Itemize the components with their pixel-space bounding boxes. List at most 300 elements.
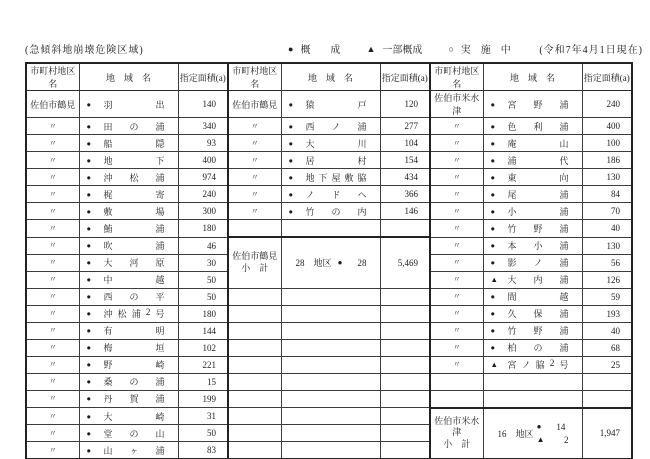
completed-circle-icon: ● [86, 258, 92, 267]
designated-area-cell: 25 [582, 356, 632, 373]
legend-label-in-progress: 実 施 中 [460, 45, 511, 56]
district-cell: 〃 [26, 254, 79, 271]
empty-cell [380, 220, 430, 238]
area-name-cell [483, 237, 582, 254]
completed-circle-icon: ● [86, 138, 92, 148]
empty-cell [228, 339, 281, 356]
district-cell: 〃 [430, 203, 483, 220]
table-row [26, 135, 632, 152]
designated-area-cell: 50 [178, 288, 228, 305]
area-name-text: 本 小 浦 [507, 241, 569, 251]
completed-circle-icon: ● [490, 241, 496, 250]
designated-area-cell: 193 [582, 305, 632, 322]
empty-cell [228, 408, 281, 425]
area-name-cell [281, 152, 380, 169]
area-name-text: 大 河 原 [103, 258, 165, 268]
designated-area-cell: 100 [582, 135, 632, 152]
area-name-text: 梅 垣 [103, 343, 165, 353]
completed-circle-icon: ● [86, 99, 92, 109]
empty-cell [281, 356, 380, 373]
empty-cell [228, 322, 281, 339]
district-column-header: 市町村地区名 [430, 63, 483, 91]
date-note: (令和7年4月1日現在) [539, 45, 643, 56]
filled-triangle-icon: ▲ [366, 43, 376, 54]
district-cell: 〃 [430, 271, 483, 288]
area-name-cell [483, 322, 582, 339]
area-name-cell [483, 305, 582, 322]
area-name-text: 沖 松 浦 [103, 172, 165, 183]
empty-cell [281, 220, 380, 238]
area-name-text: 沖 松 浦 2 号 [103, 307, 165, 319]
completed-circle-icon: ● [490, 99, 496, 109]
area-name-cell [79, 186, 178, 203]
designated-area-cell: 300 [178, 203, 228, 220]
district-cell: 〃 [430, 118, 483, 135]
completed-circle-icon: ● [86, 343, 92, 352]
area-name-text: 敷 場 [103, 206, 165, 217]
subtotal-district-cell: 佐伯市鶴見 小 計 [228, 237, 281, 288]
district-cell: 佐伯市米水津 [430, 91, 483, 118]
area-name-cell [483, 356, 582, 373]
completed-circle-icon: ● [288, 189, 294, 199]
area-name-column-header: 地 域 名 [483, 63, 582, 91]
district-cell: 〃 [26, 373, 79, 390]
district-cell: 〃 [26, 322, 79, 339]
designated-area-cell: 104 [380, 135, 430, 152]
area-name-cell [281, 118, 380, 135]
completed-circle-icon: ● [288, 99, 294, 109]
designated-area-cell: 366 [380, 186, 430, 203]
subtotal-summary-cell [483, 408, 582, 459]
area-name-text: 堂 の 山 [103, 428, 165, 439]
area-name-cell [281, 186, 380, 203]
area-name-text: 吹 浦 [103, 241, 165, 251]
area-name-text: 山 ヶ 浦 [103, 445, 165, 456]
completed-circle-icon: ● [86, 394, 92, 404]
table-row [26, 237, 632, 254]
area-name-cell [483, 288, 582, 305]
district-cell: 〃 [430, 305, 483, 322]
empty-cell [228, 442, 281, 459]
area-name-cell [79, 425, 178, 442]
district-cell: 〃 [430, 135, 483, 152]
district-cell: 〃 [430, 322, 483, 339]
completed-circle-icon: ● [490, 343, 496, 352]
area-name-text: 地 下 屋 敷 脇 [305, 172, 367, 183]
area-name-text: 竹 の 内 [305, 206, 367, 217]
empty-cell [228, 425, 281, 442]
empty-cell [430, 390, 483, 408]
empty-cell [281, 305, 380, 322]
area-name-text: 影 ノ 浦 [507, 258, 569, 268]
district-cell: 〃 [26, 339, 79, 356]
area-name-cell [483, 91, 582, 118]
area-name-text: ノ ド ヘ [305, 189, 367, 200]
area-name-text: 西 ノ 浦 [305, 121, 367, 132]
area-name-cell [79, 169, 178, 186]
area-name-text: 梶 寄 [103, 189, 165, 200]
empty-cell [281, 408, 380, 425]
area-name-text: 浦 代 [507, 155, 569, 166]
empty-cell [281, 442, 380, 459]
empty-cell [380, 288, 430, 305]
completed-circle-icon: ● [490, 258, 496, 267]
empty-cell [380, 305, 430, 322]
area-name-cell [79, 373, 178, 390]
legend-item-in-progress [448, 41, 510, 56]
district-cell: 〃 [26, 390, 79, 408]
designated-area-cell: 140 [178, 91, 228, 118]
empty-cell [281, 322, 380, 339]
document-header [0, 41, 650, 57]
open-circle-icon: ○ [448, 43, 454, 54]
area-name-text: 桑 の 浦 [103, 377, 165, 387]
designated-area-cell: 84 [582, 186, 632, 203]
district-cell: 〃 [26, 305, 79, 322]
completed-circle-icon: ● [490, 121, 496, 131]
designated-area-cell: 50 [178, 271, 228, 288]
district-cell: 〃 [26, 408, 79, 425]
area-name-text: 猿 戸 [305, 99, 367, 110]
designated-area-cell: 120 [380, 91, 430, 118]
area-name-cell [79, 442, 178, 459]
area-name-cell [79, 135, 178, 152]
designated-area-cell: 130 [582, 169, 632, 186]
area-name-cell [281, 169, 380, 186]
designated-area-cell: 400 [582, 118, 632, 135]
table-row [26, 322, 632, 339]
district-cell: 〃 [228, 169, 281, 186]
designated-area-cell: 180 [178, 305, 228, 322]
subtotal-symbol-count: 2 [564, 434, 569, 445]
area-name-text: 東 向 [507, 172, 569, 183]
district-cell: 〃 [430, 288, 483, 305]
area-name-text: 竹 野 浦 [507, 326, 569, 336]
completed-circle-icon: ● [490, 138, 496, 148]
designated-area-cell: 277 [380, 118, 430, 135]
district-cell: 〃 [430, 152, 483, 169]
designated-area-cell: 146 [380, 203, 430, 220]
area-name-cell [79, 356, 178, 373]
empty-cell [582, 390, 632, 408]
designated-area-cell: 40 [582, 322, 632, 339]
area-name-cell [79, 254, 178, 271]
area-name-cell [483, 254, 582, 271]
area-name-cell [79, 118, 178, 135]
designated-area-column-header: 指定面積(a) [178, 63, 228, 91]
district-column-header: 市町村地区名 [26, 63, 79, 91]
area-name-text: 大 崎 [103, 411, 165, 422]
designated-area-column-header: 指定面積(a) [582, 63, 632, 91]
completed-circle-icon: ● [490, 326, 496, 335]
designated-area-cell: 102 [178, 339, 228, 356]
district-cell: 〃 [26, 203, 79, 220]
completed-circle-icon: ● [86, 172, 92, 182]
designated-area-cell: 93 [178, 135, 228, 152]
empty-cell [228, 220, 281, 238]
document-title: (急傾斜地崩壊危険区域) [25, 45, 144, 56]
table-row [26, 373, 632, 390]
empty-cell [228, 288, 281, 305]
empty-cell [228, 373, 281, 390]
completed-circle-icon: ● [86, 445, 92, 455]
completed-circle-icon: ● [288, 138, 294, 148]
completed-circle-icon: ● [288, 206, 294, 216]
designated-area-cell: 154 [380, 152, 430, 169]
completed-circle-icon: ● [490, 223, 496, 233]
completed-circle-icon: ● [86, 377, 92, 386]
district-cell: 〃 [430, 356, 483, 373]
empty-cell [281, 390, 380, 408]
designated-area-cell: 31 [178, 408, 228, 425]
area-name-cell [483, 169, 582, 186]
table-row [26, 288, 632, 305]
empty-cell [281, 288, 380, 305]
completed-circle-icon: ● [86, 360, 92, 369]
district-cell: 〃 [228, 118, 281, 135]
empty-cell [483, 373, 582, 390]
district-cell: 〃 [430, 254, 483, 271]
area-name-text: 大 内 浦 [507, 275, 569, 285]
area-name-cell [79, 271, 178, 288]
district-cell: 〃 [26, 442, 79, 459]
legend-item-completed [288, 41, 340, 56]
area-name-text: 竹 野 浦 [507, 223, 569, 234]
completed-circle-icon: ● [86, 206, 92, 216]
completed-circle-icon: ● [86, 428, 92, 438]
completed-circle-icon: ● [86, 241, 92, 250]
area-name-text: 居 村 [305, 155, 367, 166]
empty-cell [380, 356, 430, 373]
completed-circle-icon: ● [86, 121, 92, 131]
completed-circle-icon: ● [490, 189, 496, 199]
designated-area-cell: 83 [178, 442, 228, 459]
area-name-cell [483, 271, 582, 288]
area-name-cell [79, 305, 178, 322]
area-name-cell [79, 322, 178, 339]
area-name-cell [79, 91, 178, 118]
designated-area-cell: 126 [582, 271, 632, 288]
completed-circle-icon: ● [86, 275, 92, 284]
legend-label-partially-completed: 一部概成 [382, 45, 423, 56]
completed-circle-icon: ● [86, 292, 92, 301]
subtotal-district-count: 28 地区 [295, 258, 332, 269]
designated-area-cell: 186 [582, 152, 632, 169]
designated-area-cell: 180 [178, 220, 228, 238]
completed-circle-icon: ● [337, 258, 343, 268]
designated-area-cell: 434 [380, 169, 430, 186]
table-row [26, 356, 632, 373]
area-name-cell [79, 203, 178, 220]
district-cell: 〃 [430, 339, 483, 356]
completed-circle-icon: ● [490, 155, 496, 165]
table-body [26, 91, 632, 459]
subtotal-district-count: 16 地区 [497, 428, 534, 439]
area-name-cell [483, 339, 582, 356]
area-name-text: 宮 野 浦 [507, 99, 569, 110]
district-cell: 〃 [26, 118, 79, 135]
designated-area-cell: 15 [178, 373, 228, 390]
designated-area-cell: 240 [582, 91, 632, 118]
designated-area-cell: 50 [178, 425, 228, 442]
area-name-text: 色 利 浦 [507, 121, 569, 132]
area-name-cell [483, 220, 582, 238]
area-name-cell [483, 186, 582, 203]
subtotal-district-cell: 佐伯市米水津 小 計 [430, 408, 483, 459]
empty-cell [380, 408, 430, 425]
empty-cell [281, 425, 380, 442]
designated-area-cell: 56 [582, 254, 632, 271]
area-name-cell [281, 203, 380, 220]
district-cell: 〃 [430, 220, 483, 238]
area-name-cell [79, 220, 178, 238]
area-name-text: 田 の 浦 [103, 121, 165, 132]
empty-cell [228, 305, 281, 322]
completed-circle-icon: ● [86, 189, 92, 199]
area-name-cell [483, 203, 582, 220]
table-row [26, 118, 632, 135]
district-cell: 佐伯市鶴見 [228, 91, 281, 118]
table-row [26, 220, 632, 238]
area-name-text: 地 下 [103, 155, 165, 166]
empty-cell [430, 373, 483, 390]
district-column-header: 市町村地区名 [228, 63, 281, 91]
area-name-text: 船 隠 [103, 138, 165, 149]
empty-cell [380, 442, 430, 459]
area-name-text: 小 浦 [507, 206, 569, 217]
area-name-text: 柏 の 浦 [507, 343, 569, 353]
completed-circle-icon: ● [490, 309, 496, 318]
completed-circle-icon: ● [288, 155, 294, 165]
district-cell: 〃 [26, 220, 79, 238]
area-name-cell [79, 288, 178, 305]
area-name-cell [79, 408, 178, 425]
district-cell: 〃 [228, 135, 281, 152]
designated-area-cell: 974 [178, 169, 228, 186]
area-name-text: 鮪 浦 [103, 223, 165, 234]
empty-cell [281, 373, 380, 390]
table-row [26, 152, 632, 169]
designated-area-cell: 400 [178, 152, 228, 169]
designated-area-cell: 68 [582, 339, 632, 356]
designated-area-cell: 70 [582, 203, 632, 220]
empty-cell [380, 373, 430, 390]
partial-triangle-icon: ▲ [490, 275, 498, 284]
empty-cell [380, 339, 430, 356]
subtotal-area-cell: 5,469 [380, 237, 430, 288]
district-cell: 〃 [26, 152, 79, 169]
table-header-row [26, 63, 632, 91]
area-name-text: 尾 浦 [507, 189, 569, 200]
area-name-cell [281, 135, 380, 152]
area-name-cell [79, 390, 178, 408]
area-name-cell [79, 339, 178, 356]
area-name-text: 久 保 浦 [507, 309, 569, 319]
designated-area-cell: 59 [582, 288, 632, 305]
table-row [26, 203, 632, 220]
designated-area-cell: 130 [582, 237, 632, 254]
subtotal-summary-cell [281, 237, 380, 288]
area-name-cell [281, 91, 380, 118]
completed-circle-icon: ● [288, 121, 294, 131]
district-cell: 〃 [26, 237, 79, 254]
table-row [26, 91, 632, 118]
area-name-text: 大 川 [305, 138, 367, 149]
area-name-text: 中 越 [103, 275, 165, 285]
area-name-column-header: 地 域 名 [281, 63, 380, 91]
table-row [26, 390, 632, 408]
empty-cell [228, 390, 281, 408]
district-cell: 〃 [26, 169, 79, 186]
table-row [26, 305, 632, 322]
district-cell: 〃 [430, 237, 483, 254]
designated-area-column-header: 指定面積(a) [380, 63, 430, 91]
filled-circle-icon: ● [288, 43, 294, 54]
completed-circle-icon: ● [490, 292, 496, 301]
district-cell: 〃 [26, 288, 79, 305]
area-name-text: 宮 ノ 脇 2 号 [507, 358, 569, 370]
completed-circle-icon: ● [86, 155, 92, 165]
area-name-cell [483, 152, 582, 169]
completed-circle-icon: ● [288, 172, 294, 182]
area-name-text: 間 越 [507, 292, 569, 302]
empty-cell [380, 425, 430, 442]
designated-area-cell: 46 [178, 237, 228, 254]
area-name-column-header: 地 域 名 [79, 63, 178, 91]
designated-area-cell: 199 [178, 390, 228, 408]
designated-area-cell: 340 [178, 118, 228, 135]
area-name-cell [79, 237, 178, 254]
area-name-cell [483, 118, 582, 135]
legend-item-partially-completed [366, 41, 422, 56]
designated-area-cell: 240 [178, 186, 228, 203]
district-cell: 〃 [26, 271, 79, 288]
district-cell: 〃 [26, 425, 79, 442]
area-name-text: 有 明 [103, 326, 165, 336]
district-cell: 〃 [228, 203, 281, 220]
completed-circle-icon: ● [86, 309, 92, 318]
partial-triangle-icon: ▲ [490, 360, 498, 369]
area-name-text: 丹 賀 浦 [103, 394, 165, 405]
table-row [26, 169, 632, 186]
designated-area-cell: 30 [178, 254, 228, 271]
subtotal-symbol-count: 14 [556, 421, 566, 432]
legend-label-completed: 概 成 [300, 45, 341, 56]
completed-circle-icon: ● [536, 422, 542, 432]
district-cell: 〃 [26, 186, 79, 203]
empty-cell [582, 373, 632, 390]
empty-cell [380, 322, 430, 339]
area-name-text: 庵 山 [507, 138, 569, 149]
empty-cell [281, 339, 380, 356]
table-row [26, 408, 632, 425]
completed-circle-icon: ● [490, 172, 496, 182]
area-name-text: 羽 出 [103, 99, 165, 110]
partial-triangle-icon: ▲ [536, 435, 545, 445]
designated-area-cell: 144 [178, 322, 228, 339]
area-name-cell [483, 135, 582, 152]
area-name-text: 野 崎 [103, 360, 165, 370]
area-name-text: 西 の 平 [103, 292, 165, 302]
designated-area-cell: 40 [582, 220, 632, 238]
district-cell: 〃 [430, 186, 483, 203]
district-cell: 〃 [26, 356, 79, 373]
table-row [26, 186, 632, 203]
district-cell: 佐伯市鶴見 [26, 91, 79, 118]
district-cell: 〃 [228, 152, 281, 169]
district-cell: 〃 [228, 186, 281, 203]
area-name-cell [79, 152, 178, 169]
